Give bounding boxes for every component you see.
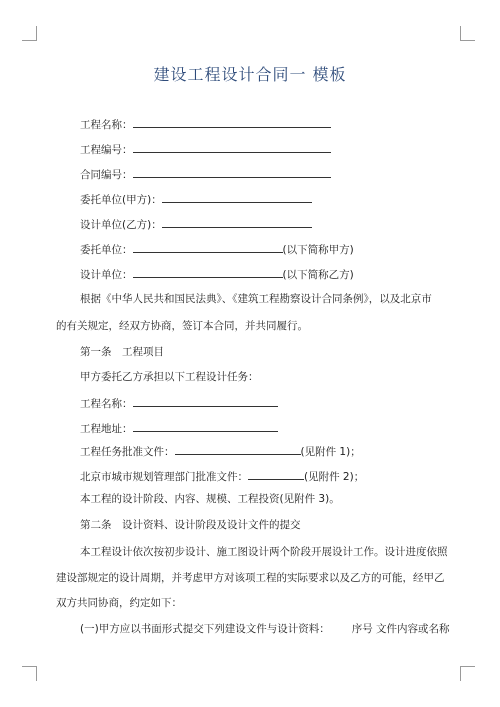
field-label: 工程名称：: [80, 398, 133, 410]
field-project-number: [80, 141, 331, 157]
field-designer-party-b: [80, 216, 312, 232]
field-label: 工程任务批准文件：: [80, 446, 175, 458]
blank-line: [133, 266, 283, 278]
item-table-header: 序号 文件内容或名称: [351, 623, 450, 635]
field-label: 工程编号：: [80, 144, 133, 156]
article-2-heading: 第二条 设计资料、设计阶段及设计文件的提交: [80, 519, 301, 531]
blank-line: [133, 116, 331, 128]
crop-mark-bottom-left: [22, 666, 37, 681]
article-2-para-line-2: 建设部规定的设计周期，并考虑甲方对该项工程的实际要求以及乙方的可能，经甲乙: [56, 572, 445, 584]
intro-line-1: 根据《中华人民共和国民法典》、《建筑工程勘察设计合同条例》，以及北京市: [80, 293, 432, 305]
field-label: 委托单位：: [80, 244, 133, 256]
crop-mark-bottom-right: [460, 666, 475, 681]
intro-line-2: 的有关规定，经双方协商，签订本合同，并共同履行。: [56, 320, 308, 332]
blank-line: [133, 141, 331, 153]
article-1-heading: 第一条 工程项目: [80, 346, 164, 358]
field-designer-unit: [80, 266, 354, 282]
article-2-para-line-1: 本工程设计依次按初步设计、施工图设计两个阶段开展设计工作。设计进度依照: [80, 546, 448, 558]
article-1-field-project-name: [80, 395, 278, 411]
field-suffix: (见附件 2)；: [304, 471, 365, 483]
blank-line: [162, 191, 312, 203]
blank-line: [248, 468, 304, 480]
article-1-field-approval-doc: [80, 443, 361, 459]
field-label: 北京市城市规划管理部门批准文件：: [80, 471, 248, 483]
blank-line: [175, 443, 301, 455]
article-2-para-line-3: 双方共同协商，约定如下：: [56, 597, 182, 609]
field-suffix: (以下简称乙方): [282, 269, 354, 281]
field-label: 工程地址：: [80, 423, 133, 435]
article-1-note: 本工程的设计阶段、内容、规模、工程投资(见附件 3)。: [80, 493, 340, 505]
blank-line: [133, 166, 331, 178]
article-1-field-planning-doc: [80, 468, 364, 484]
crop-mark-top-right: [460, 26, 475, 41]
blank-line: [133, 395, 278, 407]
field-client-unit: [80, 241, 354, 257]
blank-line: [162, 216, 312, 228]
field-suffix: (以下简称甲方): [282, 244, 354, 256]
field-client-party-a: [80, 191, 312, 207]
field-project-name: [80, 116, 331, 132]
field-suffix: (见附件 1)；: [300, 446, 361, 458]
blank-line: [133, 241, 283, 253]
article-2-item-1: [80, 622, 450, 636]
document-title: 建设工程设计合同一 模板: [153, 65, 347, 84]
crop-mark-top-left: [22, 26, 37, 41]
article-1-lead: 甲方委托乙方承担以下工程设计任务：: [80, 371, 259, 383]
field-label: 委托单位(甲方)：: [80, 194, 162, 206]
field-label: 设计单位：: [80, 269, 133, 281]
field-label: 设计单位(乙方)：: [80, 219, 162, 231]
field-label: 合同编号：: [80, 169, 133, 181]
blank-line: [133, 420, 278, 432]
field-contract-number: [80, 166, 331, 182]
field-label: 工程名称：: [80, 119, 133, 131]
item-text: (一)甲方应以书面形式提交下列建设文件与设计资料：: [80, 623, 330, 635]
article-1-field-project-address: [80, 420, 278, 436]
